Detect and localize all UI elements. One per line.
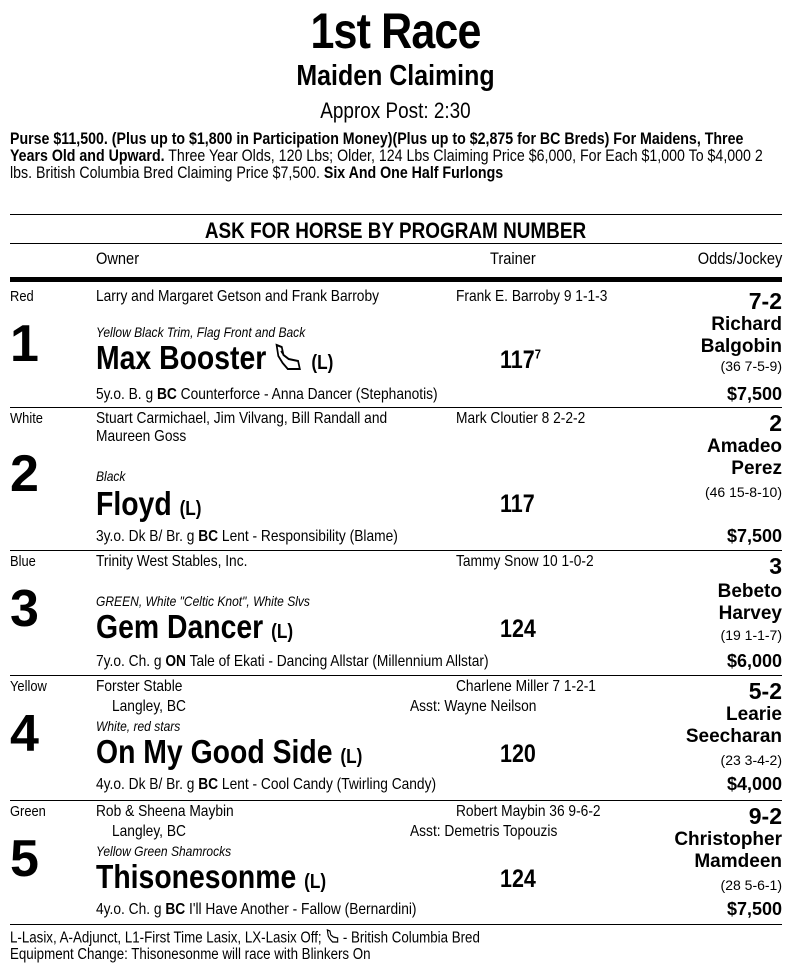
horse-name-line — [96, 340, 333, 381]
age-sex: 4y.o. Dk B/ Br. g — [96, 776, 199, 793]
trainer: Charlene Miller 7 1-2-1 — [456, 678, 596, 695]
medication: (L) — [304, 871, 327, 893]
odds-jockey-column-header: Odds/Jockey — [697, 249, 782, 268]
assistant-trainer: Asst: Demetris Topouzis — [410, 823, 558, 840]
divider — [10, 214, 782, 215]
claiming-price: $7,500 — [726, 526, 782, 546]
silks: Black — [96, 468, 126, 484]
owner-column-header: Owner — [96, 249, 140, 268]
horse-name-line — [96, 486, 202, 527]
ask-banner: ASK FOR HORSE BY PROGRAM NUMBER — [204, 218, 587, 243]
owner: Stuart Carmichael, Jim Vilvang, Bill Randall and Maureen Goss — [96, 410, 388, 445]
sire-dam: Counterforce - Anna Dancer (Stephanotis) — [176, 386, 438, 403]
jockey-record: (46 15-8-10) — [704, 484, 782, 500]
horse-name: Max Booster — [96, 339, 267, 376]
entry-row — [0, 288, 791, 408]
silks: White, red stars — [96, 718, 181, 734]
weight — [500, 740, 536, 769]
conditions-distance: Six And One Half Furlongs — [323, 164, 504, 182]
entry-divider — [10, 407, 782, 408]
entry-divider — [10, 550, 782, 551]
weight-value: 117 — [500, 490, 535, 518]
horse-name: Floyd — [96, 485, 172, 522]
age-sex: 7y.o. Ch. g — [96, 653, 166, 670]
program-number: 1 — [10, 315, 39, 373]
owner-location: Langley, BC — [112, 823, 186, 840]
race-title: 1st Race — [310, 3, 481, 59]
jockey-last-name: Perez — [731, 458, 782, 479]
claiming-price: $7,500 — [726, 899, 782, 919]
divider — [10, 243, 782, 244]
trainer: Robert Maybin 36 9-6-2 — [456, 803, 601, 820]
jockey-last-name: Harvey — [718, 603, 782, 624]
header-divider — [10, 277, 782, 282]
jockey-first-name: Bebeto — [717, 581, 782, 602]
medication: (L) — [271, 621, 294, 643]
pedigree — [96, 528, 398, 546]
entry-divider — [10, 800, 782, 801]
owner: Larry and Margaret Getson and Frank Barroby — [96, 288, 379, 305]
bred-in: BC — [198, 528, 219, 545]
conditions-purse: Purse $11,500. (Plus up to $1,800 in Participation Money)(Plus up to $2,875 for BC Breds) For Maidens, Three Years Old and Upward. — [10, 130, 744, 165]
pedigree — [96, 653, 489, 671]
entry-row — [0, 410, 791, 550]
owner-location: Langley, BC — [112, 698, 186, 715]
horse-name: Gem Dancer — [96, 608, 264, 645]
jockey-last-name: Balgobin — [700, 336, 782, 357]
claiming-price: $7,500 — [726, 384, 782, 404]
trainer-column-header: Trainer — [490, 249, 536, 268]
jockey-last-name: Mamdeen — [694, 851, 782, 872]
horse-name-line — [96, 859, 326, 900]
morning-line-odds: 9-2 — [748, 803, 782, 829]
entry-row — [0, 803, 791, 923]
silks: Yellow Black Trim, Flag Front and Back — [96, 324, 306, 340]
weight — [500, 865, 536, 894]
sire-dam: Tale of Ekati - Dancing Allstar (Millennium Allstar) — [185, 653, 489, 670]
pedigree — [96, 901, 417, 919]
entry-row — [0, 678, 791, 798]
owner: Rob & Sheena Maybin — [96, 803, 234, 820]
morning-line-odds: 7-2 — [748, 288, 782, 314]
program-number: 2 — [10, 445, 39, 503]
pedigree — [96, 386, 438, 404]
weight-value: 124 — [500, 615, 536, 643]
trainer: Mark Cloutier 8 2-2-2 — [456, 410, 586, 427]
program-number: 5 — [10, 830, 39, 888]
age-sex: 3y.o. Dk B/ Br. g — [96, 528, 199, 545]
saddlecloth-color: Red — [10, 288, 34, 305]
medication: (L) — [179, 498, 202, 520]
owner: Forster Stable — [96, 678, 183, 695]
jockey-first-name: Richard — [711, 314, 782, 335]
saddlecloth-color: Yellow — [10, 678, 47, 695]
saddlecloth-color: White — [10, 410, 43, 427]
horse-name: On My Good Side — [96, 733, 333, 770]
jockey-first-name: Christopher — [674, 829, 782, 850]
post-time: Approx Post: 2:30 — [320, 98, 471, 123]
program-number: 3 — [10, 580, 39, 638]
legend-codes: L-Lasix, A-Adjunct, L1-First Time Lasix, LX-Lasix Off; — [10, 929, 326, 947]
weight-value: 120 — [500, 740, 536, 768]
bred-in: BC — [198, 776, 219, 793]
claiming-price: $6,000 — [726, 651, 782, 671]
program-number: 4 — [10, 705, 39, 763]
race-conditions — [10, 131, 784, 182]
age-sex: 4y.o. Ch. g — [96, 901, 166, 918]
medication: (L) — [311, 352, 334, 374]
jockey-record: (28 5-6-1) — [720, 877, 782, 893]
horse-name-line — [96, 734, 362, 775]
weight — [500, 615, 536, 644]
morning-line-odds: 5-2 — [748, 678, 782, 704]
bc-bred-icon — [274, 342, 303, 379]
trainer: Frank E. Barroby 9 1-1-3 — [456, 288, 608, 305]
equipment-change: Equipment Change: Thisonesonme will race with Blinkers On — [10, 946, 371, 963]
jockey-record: (23 3-4-2) — [720, 752, 782, 768]
horse-name-line — [96, 609, 293, 650]
weight-allowance: 7 — [534, 346, 541, 362]
race-type: Maiden Claiming — [296, 60, 495, 92]
jockey-first-name: Amadeo — [707, 436, 782, 457]
bred-in: ON — [165, 653, 186, 670]
silks: GREEN, White "Celtic Knot", White Slvs — [96, 593, 310, 609]
weight-value: 124 — [500, 865, 536, 893]
legend-bc-bred: - British Columbia Bred — [339, 929, 480, 947]
saddlecloth-color: Green — [10, 803, 46, 820]
saddlecloth-color: Blue — [10, 553, 36, 570]
medication: (L) — [340, 746, 363, 768]
jockey-record: (19 1-1-7) — [720, 627, 782, 643]
horse-name: Thisonesonme — [96, 858, 297, 895]
claiming-price: $4,000 — [726, 774, 782, 794]
sire-dam: Lent - Cool Candy (Twirling Candy) — [218, 776, 437, 793]
entry-row — [0, 553, 791, 675]
age-sex: 5y.o. B. g — [96, 386, 157, 403]
jockey-record: (36 7-5-9) — [720, 358, 782, 374]
sire-dam: I'll Have Another - Fallow (Bernardini) — [185, 901, 417, 918]
weight — [500, 346, 541, 375]
divider — [10, 924, 782, 925]
owner: Trinity West Stables, Inc. — [96, 553, 248, 570]
jockey-first-name: Learie — [726, 704, 782, 725]
morning-line-odds: 2 — [769, 410, 782, 436]
bred-in: BC — [156, 386, 177, 403]
assistant-trainer: Asst: Wayne Neilson — [410, 698, 537, 715]
pedigree — [96, 776, 436, 794]
silks: Yellow Green Shamrocks — [96, 843, 232, 859]
trainer: Tammy Snow 10 1-0-2 — [456, 553, 594, 570]
weight-value: 117 — [500, 346, 535, 374]
sire-dam: Lent - Responsibility (Blame) — [218, 528, 398, 545]
weight — [500, 490, 535, 519]
morning-line-odds: 3 — [769, 553, 782, 579]
jockey-last-name: Seecharan — [685, 726, 782, 747]
conditions-weights: Three Year Olds, 120 Lbs; Older, 124 Lbs Claiming Price $6,000, For Each $1,000 To $4,000 2 lbs. British Columbia Bred Claiming Price $7,500. — [10, 147, 763, 182]
entry-divider — [10, 675, 782, 676]
bred-in: BC — [165, 901, 186, 918]
